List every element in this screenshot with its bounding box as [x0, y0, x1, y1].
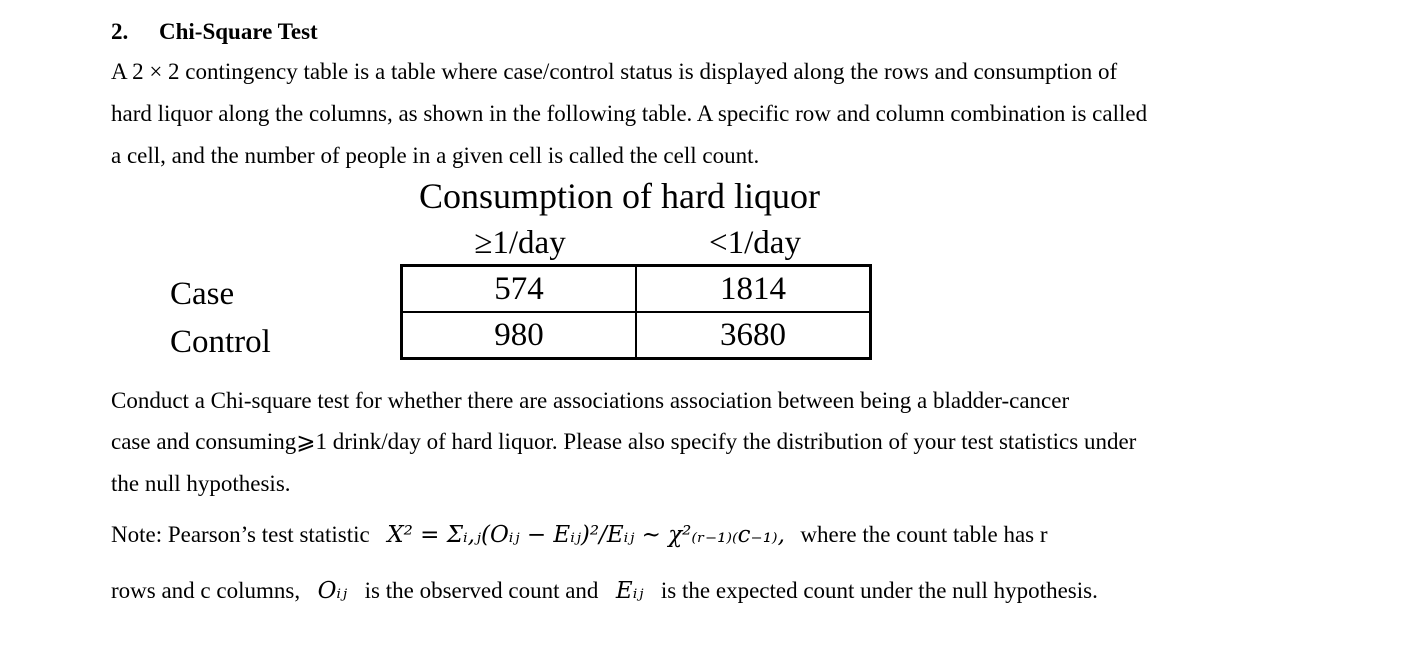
cell-control-ge1: 980 [402, 312, 637, 359]
intro-paragraph [111, 51, 1296, 177]
cell-case-lt1: 1814 [636, 266, 871, 313]
question-paragraph [111, 381, 1296, 505]
table-title: Consumption of hard liquor [419, 176, 820, 216]
question-line-1: Conduct a Chi-square test for whether there are associations association between being a bladder-cancer [111, 388, 1070, 413]
intro-line-2: hard liquor along the columns, as shown in the following table. A specific row and column combination is called [111, 101, 1148, 126]
note-line2-part2: is the observed count and [364, 578, 599, 603]
expected-symbol: Eᵢⱼ [615, 578, 644, 604]
section-title: Chi-Square Test [159, 19, 318, 44]
table-row [402, 312, 871, 359]
note-suffix: where the count table has r [800, 522, 1048, 547]
note-line2-part3: is the expected count under the null hypothesis. [660, 578, 1098, 603]
section-heading [111, 17, 318, 47]
question-line-3: the null hypothesis. [111, 471, 291, 496]
note-prefix: Note: Pearson’s test statistic [111, 522, 370, 547]
row-label-control: Control [170, 324, 271, 360]
intro-line-3: a cell, and the number of people in a given cell is called the cell count. [111, 143, 760, 168]
contingency-table [400, 264, 872, 360]
column-header-lt1: <1/day [709, 225, 801, 261]
column-header-ge1: ≥1/day [474, 225, 566, 261]
section-number: 2. [111, 19, 129, 44]
pearson-formula: X² = Σᵢ,ⱼ(Oᵢⱼ − Eᵢⱼ)²/Eᵢⱼ ~ χ²₍ᵣ₋₁₎₍c₋₁₎, [387, 522, 785, 548]
note-paragraph [111, 520, 1301, 606]
question-line-2: case and consuming⩾1 drink/day of hard liquor. Please also specify the distribution of your test statistics under [111, 429, 1137, 454]
intro-line-1: A 2 × 2 contingency table is a table where case/control status is displayed along the rows and consumption of [111, 59, 1118, 84]
row-label-case: Case [170, 276, 235, 312]
observed-symbol: Oᵢⱼ [317, 578, 348, 604]
note-line2-part1: rows and c columns, [111, 578, 301, 603]
cell-case-ge1: 574 [402, 266, 637, 313]
table-row [402, 266, 871, 313]
cell-control-lt1: 3680 [636, 312, 871, 359]
